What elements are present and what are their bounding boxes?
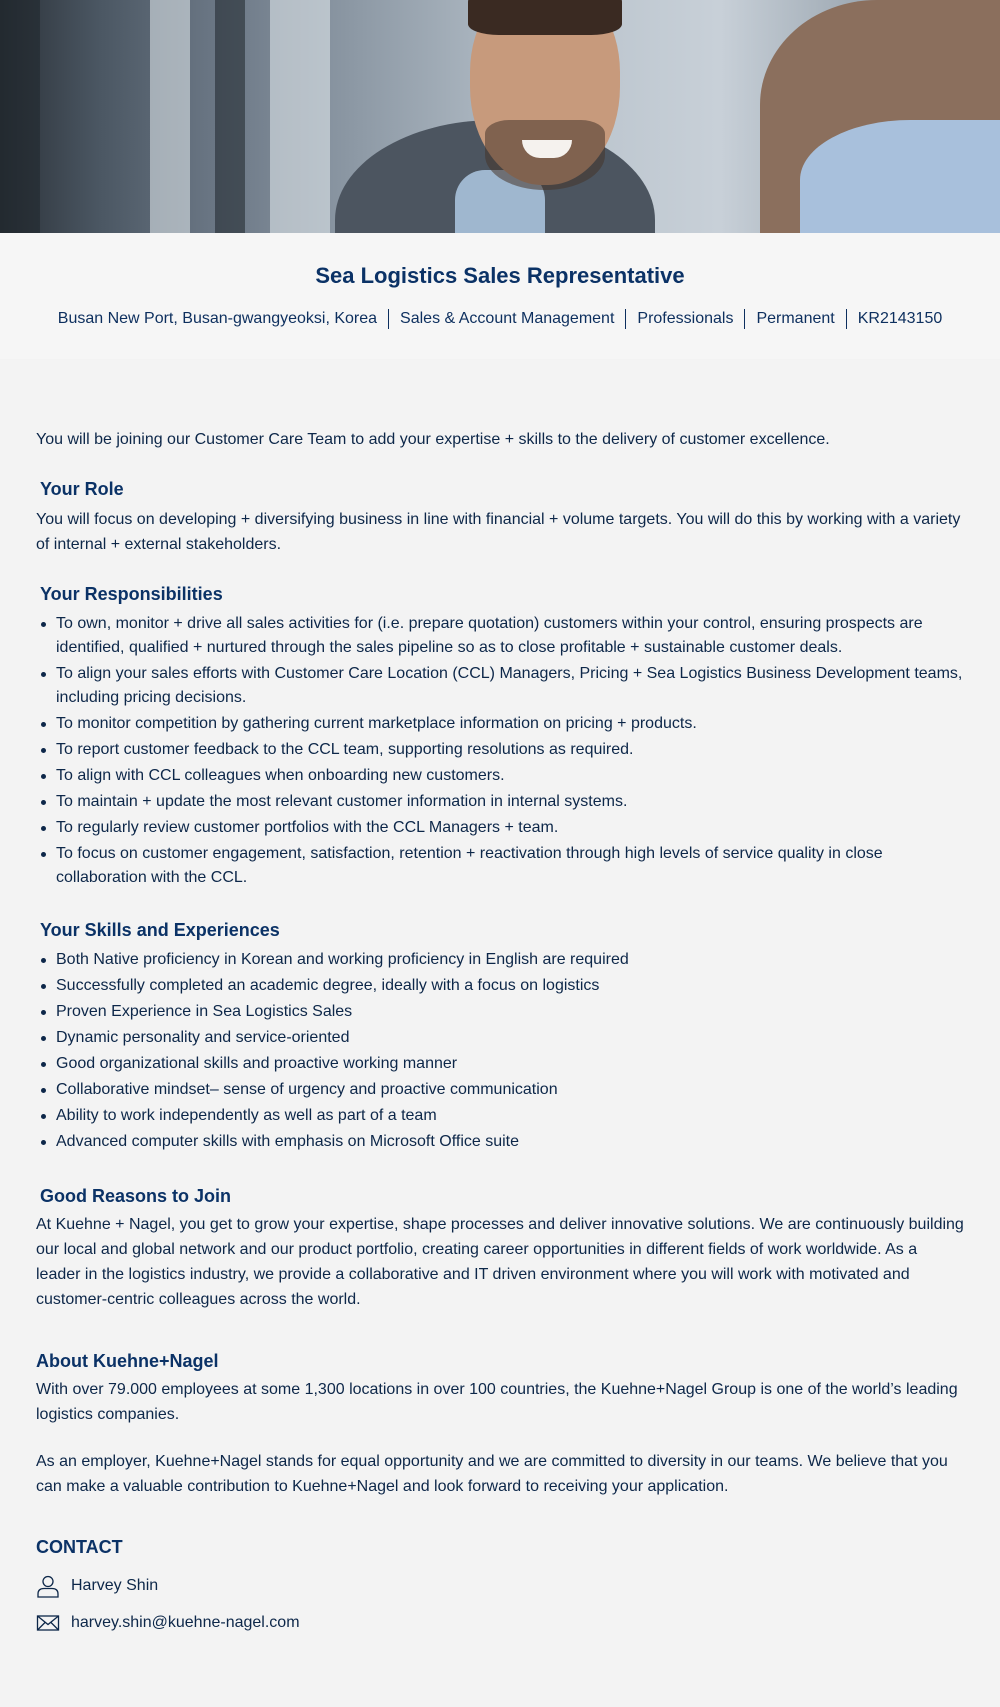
meta-divider <box>744 309 745 329</box>
hero-image <box>0 0 1000 233</box>
job-type: Permanent <box>756 310 835 327</box>
list-item: Both Native proficiency in Korean and working proficiency in English are required <box>40 948 964 972</box>
meta-divider <box>625 309 626 329</box>
meta-divider <box>846 309 847 329</box>
job-location: Busan New Port, Busan-gwangyeoksi, Korea <box>57 310 378 327</box>
list-item: To focus on customer engagement, satisfaction, retention + reactivation through high levels of service quality in close collaboration with the CCL. <box>40 842 964 890</box>
responsibilities-list <box>40 612 964 890</box>
job-level: Professionals <box>637 310 734 327</box>
list-item: Good organizational skills and proactive working manner <box>40 1052 964 1076</box>
list-item: Ability to work independently as well as part of a team <box>40 1104 964 1128</box>
person-icon <box>36 1574 60 1598</box>
contact-email-link[interactable]: harvey.shin@kuehne-nagel.com <box>71 1614 300 1631</box>
contact-heading: CONTACT <box>36 1537 123 1557</box>
responsibilities-heading: Your Responsibilities <box>40 584 223 604</box>
contact-name-row <box>36 1574 964 1598</box>
list-item: To maintain + update the most relevant customer information in internal systems. <box>40 790 964 814</box>
reasons-heading: Good Reasons to Join <box>40 1186 232 1206</box>
job-category: Sales & Account Management <box>400 310 615 327</box>
list-item: Collaborative mindset– sense of urgency and proactive communication <box>40 1078 964 1102</box>
reasons-text: At Kuehne + Nagel, you get to grow your expertise, shape processes and deliver innovative solutions. We are continuously building our local and global network and our product portfolio, creating career opportunities in different fields of work worldwide. As a leader in the logistics industry, we provide a collaborative and IT driven environment where you will work with motivated and customer-centric colleagues across the world. <box>36 1216 964 1308</box>
job-description <box>0 427 1000 1635</box>
contact-email-row[interactable] <box>36 1611 964 1635</box>
job-title: Sea Logistics Sales Representative <box>315 263 685 288</box>
contact-name: Harvey Shin <box>71 1577 159 1594</box>
about-heading: About Kuehne+Nagel <box>36 1351 219 1371</box>
equal-opportunity-text: As an employer, Kuehne+Nagel stands for equal opportunity and we are committed to diversity in our teams. We believe that you can make a valuable contribution to Kuehne+Nagel and look forward to receiving your application. <box>36 1453 948 1495</box>
intro-text: You will be joining our Customer Care Team to add your expertise + skills to the delivery of customer excellence. <box>36 431 830 448</box>
list-item: To report customer feedback to the CCL team, supporting resolutions as required. <box>40 738 964 762</box>
list-item: To align with CCL colleagues when onboarding new customers. <box>40 764 964 788</box>
job-header <box>0 233 1000 359</box>
skills-heading: Your Skills and Experiences <box>40 920 280 940</box>
skills-list <box>40 948 964 1154</box>
list-item: Successfully completed an academic degree, ideally with a focus on logistics <box>40 974 964 998</box>
job-meta <box>0 309 1000 329</box>
job-id: KR2143150 <box>857 310 943 327</box>
role-heading: Your Role <box>40 479 124 499</box>
list-item: Advanced computer skills with emphasis on Microsoft Office suite <box>40 1130 964 1154</box>
meta-divider <box>388 309 389 329</box>
list-item: To own, monitor + drive all sales activities for (i.e. prepare quotation) customers within your control, ensuring prospects are identified, qualified + nurtured through the sales pipeline so as to close profitable + sustainable customer deals. <box>40 612 964 660</box>
list-item: Proven Experience in Sea Logistics Sales <box>40 1000 964 1024</box>
list-item: Dynamic personality and service-oriented <box>40 1026 964 1050</box>
role-text: You will focus on developing + diversifying business in line with financial + volume targets. You will do this by working with a variety of internal + external stakeholders. <box>36 511 961 553</box>
list-item: To regularly review customer portfolios with the CCL Managers + team. <box>40 816 964 840</box>
about-text: With over 79.000 employees at some 1,300 locations in over 100 countries, the Kuehne+Nagel Group is one of the world’s leading logistics companies. <box>36 1381 958 1423</box>
mail-icon <box>36 1611 60 1635</box>
list-item: To monitor competition by gathering current marketplace information on pricing + products. <box>40 712 964 736</box>
list-item: To align your sales efforts with Customer Care Location (CCL) Managers, Pricing + Sea Logistics Business Development teams, including pricing decisions. <box>40 662 964 710</box>
